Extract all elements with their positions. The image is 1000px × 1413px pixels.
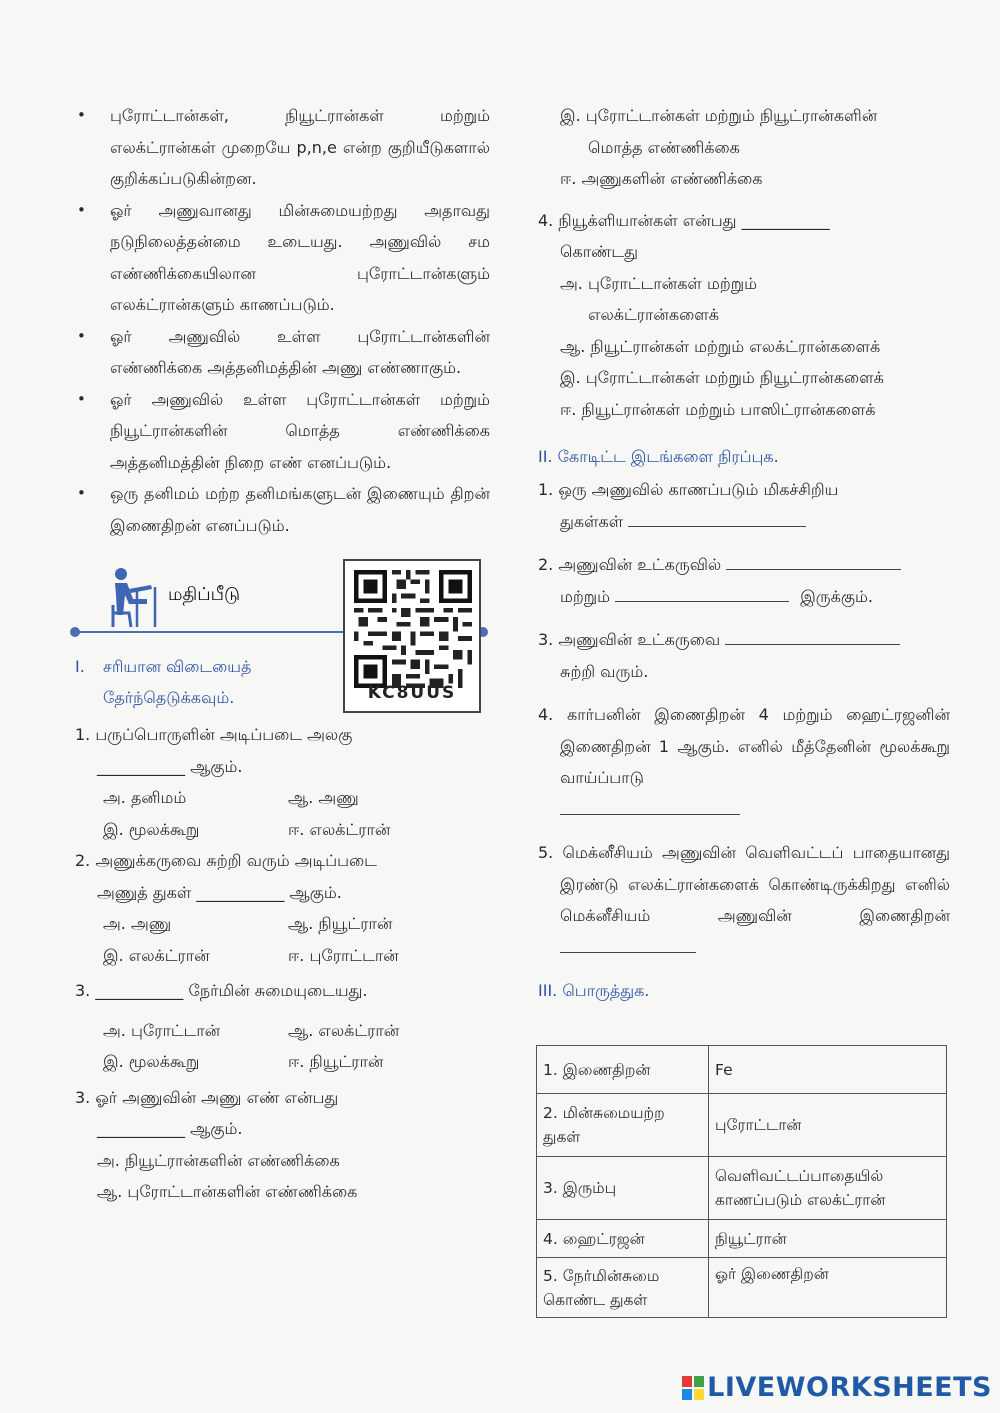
- answer-blank[interactable]: [726, 552, 901, 570]
- option[interactable]: ஆ. நியூட்ரான்கள் மற்றும் எலக்ட்ரான்களைக்: [560, 336, 881, 356]
- match-table: [536, 1045, 947, 1318]
- left-cell[interactable]: 4. ஹைட்ரஜன்: [537, 1220, 709, 1258]
- option[interactable]: இ. புரோட்டான்கள் மற்றும் நியூட்ரான்களின்: [560, 106, 878, 125]
- option[interactable]: ஈ. நியூட்ரான்கள் மற்றும் பாஸிட்ரான்களைக்: [560, 399, 876, 419]
- question: [538, 549, 950, 612]
- question-text: கார்பனின் இணைதிறன் 4 மற்றும் ஹைட்ரஜனின் இணைதிறன் 1 ஆகும். எனில் மீத்தேனின் மூலக்கூறு வாய்ப்பாடு: [560, 705, 950, 787]
- right-cell[interactable]: ஓர் இணைதிறன்: [709, 1258, 947, 1318]
- question-text: அணுவின் உட்கருவில்: [558, 555, 722, 574]
- bullet-point: • ஓர் அணுவில் உள்ள புரோட்டான்களின் எண்ணிக்கை அத்தனிமத்தின் அணு எண்ணாகும்.: [75, 321, 490, 384]
- question-line: [538, 794, 950, 826]
- right-cell[interactable]: Fe: [709, 1046, 947, 1094]
- question-text: கொண்டது: [560, 242, 639, 261]
- question-text: ஆகும்.: [190, 756, 243, 776]
- question-number: 2.: [538, 555, 554, 574]
- section-heading-line: தேர்ந்தெடுக்கவும்.: [103, 688, 235, 707]
- option-continuation: எலக்ட்ரான்களைக்: [588, 305, 719, 324]
- question: [538, 474, 950, 506]
- option[interactable]: அ. அணு: [103, 914, 172, 933]
- assessment-title: மதிப்பீடு: [168, 584, 241, 605]
- bullet-point: • புரோட்டான்கள், நியூட்ரான்கள் மற்றும் எலக்ட்ரான்கள் முறையே p,n,e என்ற குறியீடுகளால் குறிக்கப்படுகின்றன.: [75, 100, 490, 195]
- answer-blank[interactable]: ___________: [95, 981, 184, 1000]
- question-number: 4.: [538, 210, 554, 230]
- left-column: [75, 100, 490, 1208]
- answer-blank[interactable]: ___________: [196, 882, 285, 902]
- option[interactable]: ஆ. நியூட்ரான்: [288, 914, 393, 933]
- option[interactable]: இ. மூலக்கூறு: [103, 819, 200, 839]
- section-heading-line: சரியான விடையைத்: [103, 657, 252, 676]
- bullet-point: • ஒரு தனிமம் மற்ற தனிமங்களுடன் இணையும் திறன் இணைதிறன் எனப்படும்.: [75, 478, 490, 541]
- section-number: I.: [75, 657, 85, 676]
- right-column: [538, 100, 950, 1006]
- question-text: சுற்றி வரும்.: [560, 661, 649, 681]
- option[interactable]: ஈ. புரோட்டான்: [288, 945, 399, 965]
- question-text: அணுவின் உட்கருவை: [558, 630, 721, 649]
- answer-blank[interactable]: [628, 509, 806, 527]
- answer-blank[interactable]: [560, 935, 696, 953]
- question: [75, 1082, 490, 1208]
- option[interactable]: அ. புரோட்டான்: [103, 1020, 221, 1040]
- option[interactable]: இ. புரோட்டான்கள் மற்றும் நியூட்ரான்களைக்: [560, 368, 884, 387]
- question-number: 3.: [75, 981, 91, 1000]
- qr-code-label: KC8UUS: [367, 682, 457, 703]
- question-text: இருக்கும்.: [800, 586, 873, 606]
- option[interactable]: ஈ. அணுகளின் எண்ணிக்கை: [560, 169, 763, 188]
- question: [538, 624, 950, 687]
- question-text: அணுக்கருவை சுற்றி வரும் அடிப்படை: [95, 851, 377, 870]
- section-2-heading: II. கோடிட்ட இடங்களை நிரப்புக.: [538, 447, 779, 466]
- liveworksheets-logo[interactable]: [682, 1372, 992, 1403]
- answer-blank[interactable]: [615, 584, 789, 602]
- option-continuation: மொத்த எண்ணிக்கை: [588, 137, 740, 157]
- right-cell[interactable]: வெளிவட்டப்பாதையில் காணப்படும் எலக்ட்ரான்: [709, 1157, 947, 1220]
- bullet-point: • ஓர் அணுவானது மின்சுமையற்றது அதாவது நடுநிலைத்தன்மை உடையது. அணுவில் சம எண்ணிக்கையிலான புரோட்டான்களும் எலக்ட்ரான்களும் காணப்படும்.: [75, 195, 490, 321]
- question: [75, 719, 490, 845]
- logo-icon: [682, 1376, 704, 1400]
- left-cell[interactable]: 1. இணைதிறன்: [537, 1046, 709, 1094]
- answer-blank[interactable]: [725, 627, 900, 645]
- answer-blank[interactable]: ___________: [97, 1119, 185, 1138]
- option[interactable]: இ. மூலக்கூறு: [103, 1052, 200, 1071]
- option[interactable]: அ. நியூட்ரான்களின் எண்ணிக்கை: [97, 1150, 340, 1170]
- question-text: ஆகும்.: [289, 882, 342, 902]
- brand-name: LIVEWORKSHEETS: [707, 1372, 992, 1403]
- question-text: ஒரு அணுவில் காணப்படும் மிகச்சிறிய: [558, 480, 839, 499]
- option[interactable]: இ. எலக்ட்ரான்: [103, 945, 210, 965]
- question-text: மற்றும்: [560, 586, 611, 606]
- option[interactable]: ஆ. எலக்ட்ரான்: [288, 1020, 400, 1040]
- question-number: 1.: [75, 725, 91, 744]
- option[interactable]: அ. தனிமம்: [103, 788, 187, 807]
- option[interactable]: ஆ. அணு: [288, 788, 359, 807]
- qr-pattern: [354, 570, 472, 688]
- bullet-point: • ஓர் அணுவில் உள்ள புரோட்டான்கள் மற்றும் நியூட்ரான்களின் மொத்த எண்ணிக்கை அத்தனிமத்தின் நிறை எண் எனப்படும்.: [75, 384, 490, 479]
- question-text: மெக்னீசியம் அணுவின் வெளிவட்டப் பாதையானது இரண்டு எலக்ட்ரான்களைக் கொண்டிருக்கிறது எனில் மெக்னீசியம் அணுவின் இணைதிறன்: [560, 843, 950, 925]
- table-row: [537, 1157, 947, 1220]
- question: [538, 205, 950, 426]
- left-cell[interactable]: 5. நேர்மின்சுமை கொண்ட துகள்: [537, 1258, 709, 1318]
- table-row: [537, 1258, 947, 1318]
- right-cell[interactable]: நியூட்ரான்: [709, 1220, 947, 1258]
- question-number: 3.: [538, 630, 554, 649]
- answer-blank[interactable]: ___________: [741, 210, 830, 230]
- question-text: அணுத் துகள்: [97, 882, 192, 902]
- question-text: நியூக்ளியான்கள் என்பது: [558, 210, 737, 230]
- option[interactable]: ஆ. புரோட்டான்களின் எண்ணிக்கை: [97, 1182, 358, 1201]
- table-row: [537, 1046, 947, 1094]
- table-row: [537, 1220, 947, 1258]
- left-cell[interactable]: 3. இரும்பு: [537, 1157, 709, 1220]
- question: [75, 845, 490, 971]
- section-3-heading: III. பொருத்துக.: [538, 981, 650, 1000]
- question: [75, 975, 490, 1078]
- question-text: துகள்கள்: [560, 511, 624, 531]
- answer-blank[interactable]: [560, 797, 740, 815]
- option[interactable]: அ. புரோட்டான்கள் மற்றும்: [560, 273, 757, 293]
- right-cell[interactable]: புரோட்டான்: [709, 1094, 947, 1157]
- option[interactable]: ஈ. எலக்ட்ரான்: [288, 819, 391, 839]
- question-number: 5.: [538, 843, 554, 862]
- question-text: ஆகும்.: [190, 1119, 243, 1138]
- question-text: நேர்மின் சுமையுடையது.: [188, 981, 368, 1000]
- left-cell[interactable]: 2. மின்சுமையற்ற துகள்: [537, 1094, 709, 1157]
- question-line: [538, 506, 950, 538]
- question-number: 3.: [75, 1087, 91, 1107]
- answer-blank[interactable]: ___________: [97, 756, 185, 776]
- option[interactable]: ஈ. நியூட்ரான்: [288, 1052, 384, 1071]
- header-line: [75, 631, 343, 633]
- question: [538, 699, 950, 794]
- table-row: [537, 1094, 947, 1157]
- student-desk-icon: [107, 565, 163, 629]
- question-number: 4.: [538, 705, 554, 724]
- question-number: 2.: [75, 851, 91, 870]
- question-number: 1.: [538, 480, 554, 499]
- qr-code[interactable]: [343, 559, 481, 713]
- question-text: ஓர் அணுவின் அணு எண் என்பது: [95, 1087, 339, 1107]
- question: [538, 837, 950, 963]
- question-text: பருப்பொருளின் அடிப்படை அலகு: [95, 725, 353, 744]
